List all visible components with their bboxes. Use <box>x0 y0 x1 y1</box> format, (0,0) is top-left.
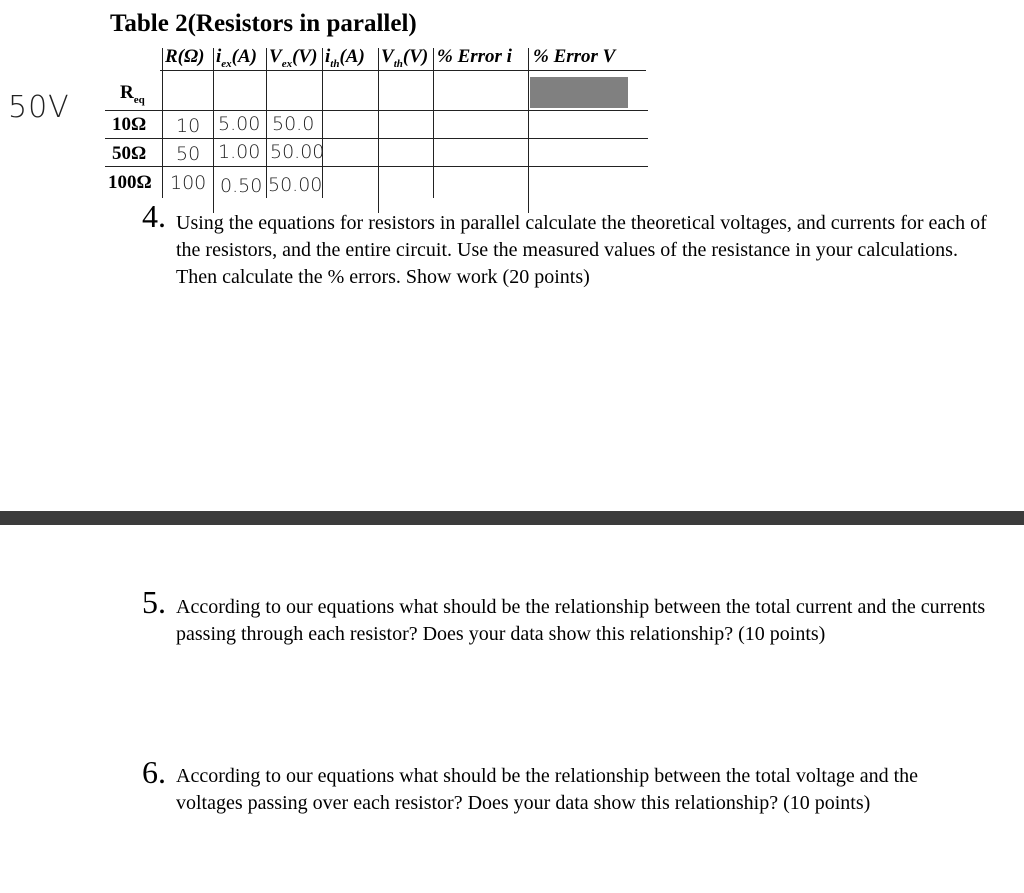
shaded-cell <box>530 77 628 108</box>
header-i-ex: $i_{ex}(A)$ <box>216 46 257 70</box>
cell-iex-50: 1.00 <box>218 141 261 163</box>
question-5-number: 5. <box>142 584 166 620</box>
question-4-number: 4. <box>142 198 166 234</box>
cell-iex-100: 0.50 <box>220 175 263 197</box>
header-r: R(Ω) <box>165 46 205 67</box>
cell-vex-50: 50.00 <box>270 141 325 163</box>
row-label-10ohm: 10Ω <box>112 114 147 135</box>
cell-vex-100: 50.00 <box>268 174 323 196</box>
cell-r-50: 50 <box>176 143 201 165</box>
cell-iex-10: 5.00 <box>218 113 261 135</box>
row-label-100ohm: 100Ω <box>108 172 152 193</box>
cell-r-100: 100 <box>170 172 207 194</box>
header-i-th: $i_{th}(A)$ <box>325 46 365 70</box>
cell-vex-10: 50.0 <box>272 113 315 135</box>
cell-r-10: 10 <box>176 115 201 137</box>
question-6-text: According to our equations what should be the relationship between the total voltage and the voltages passing over each resistor? Does your data show this relationship? (10 points) <box>176 765 919 814</box>
header-error-i: % Error i <box>437 46 512 67</box>
row-label-50ohm: 50Ω <box>112 143 147 164</box>
section-divider <box>0 511 1024 525</box>
header-v-ex: $V_{ex}(V)$ <box>269 46 318 70</box>
handwritten-voltage-note: 50V <box>8 90 70 125</box>
row-label-req: $R_{eq}$ <box>120 82 145 106</box>
question-5-text: According to our equations what should be the relationship between the total current and the currents passing through each resistor? Does your data show this relationship? (10 points) <box>176 596 986 645</box>
header-error-v: % Error V <box>533 46 616 67</box>
table-title: Table 2(Resistors in parallel) <box>110 10 417 37</box>
question-6-number: 6. <box>142 754 166 790</box>
question-4-text: Using the equations for resistors in parallel calculate the theoretical voltages, and currents for each of the resistors, and the entire circuit. Use the measured values of the resistance in your calculations. Then calculate the % errors. Show work (20 points) <box>176 212 987 288</box>
header-v-th: $V_{th}(V)$ <box>381 46 429 70</box>
